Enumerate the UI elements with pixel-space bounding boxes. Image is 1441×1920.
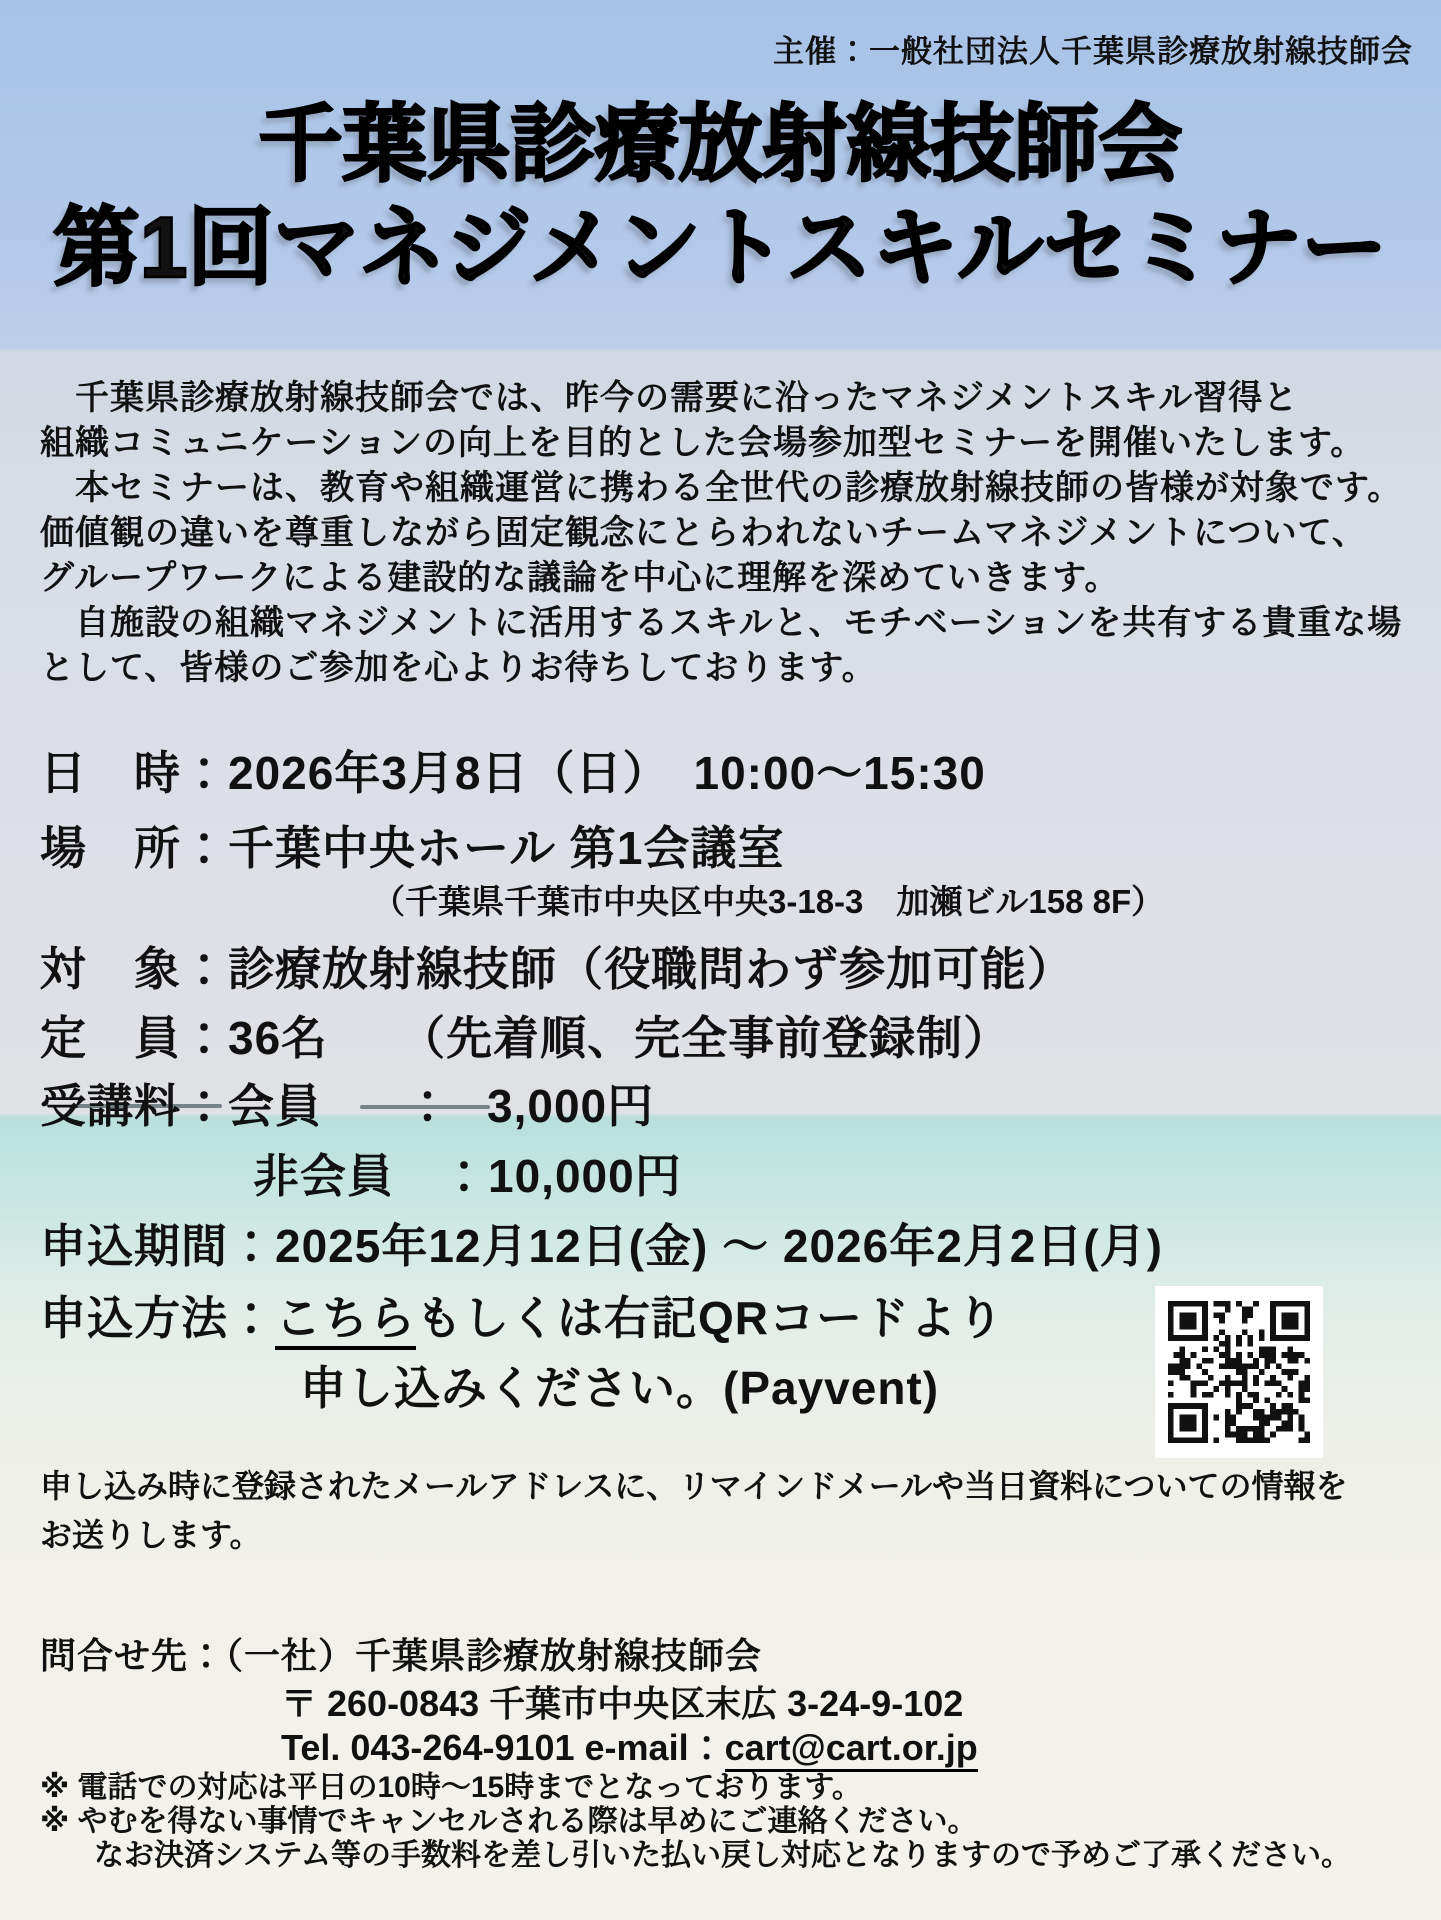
intro-line: 本セミナーは、教育や組織運営に携わる全世代の診療放射線技師の皆様が対象です。 <box>40 469 1403 507</box>
contact-address: 〒 260-0843 千葉市中央区末広 3-24-9-102 <box>281 1683 964 1724</box>
detail-period-value: 2025年12月12日(金) ～ 2026年2月2日(月) <box>275 1220 1163 1272</box>
title-line-2: 第1回マネジメントスキルセミナー <box>53 200 1388 296</box>
detail-fee-member <box>40 1070 654 1136</box>
detail-venue-value: 千葉中央ホール 第1会議室 <box>228 822 785 874</box>
title-line-1: 千葉県診療放射線技師会 <box>258 97 1183 191</box>
intro-line: 自施設の組織マネジメントに活用するスキルと、モチベーションを共有する貴重な場 <box>40 604 1403 642</box>
detail-venue-address: （千葉県千葉市中央区中央3-18-3 加瀬ビル158 8F） <box>372 883 1165 920</box>
detail-fee-member-value: 会員 ： 3,000円 <box>228 1080 655 1132</box>
detail-method-label: 申込方法： <box>40 1292 275 1344</box>
detail-datetime-label: 日 時： <box>40 747 228 799</box>
intro-line: 価値観の違いを尊重しながら固定観念にとらわれないチームマネジメントについて、 <box>40 514 1367 552</box>
mail-note-line1: 申し込み時に登録されたメールアドレスに、リマインドメールや当日資料についての情報を <box>40 1468 1348 1504</box>
detail-fee-label: 受講料： <box>40 1080 228 1132</box>
page-title <box>0 96 1441 296</box>
detail-method-line2: 申し込みください。(Payvent) <box>300 1362 940 1414</box>
contact-line1: 問合せ先：（一社）千葉県診療放射線技師会 <box>40 1635 763 1676</box>
mail-note <box>40 1462 1348 1560</box>
detail-period <box>40 1210 1163 1276</box>
detail-method <box>40 1282 1004 1348</box>
intro-line: 千葉県診療放射線技師会では、昨今の需要に沿ったマネジメントスキル習得と <box>40 379 1299 417</box>
intro-line: 組織コミュニケーションの向上を目的とした会場参加型セミナーを開催いたします。 <box>40 424 1366 462</box>
detail-target <box>40 933 1074 999</box>
detail-target-value: 診療放射線技師（役職問わず参加可能） <box>228 943 1074 995</box>
organizer-line: 主催：一般社団法人千葉県診療放射線技師会 <box>773 34 1413 69</box>
contact-tel-prefix: Tel. 043-264-9101 e-mail： <box>281 1727 725 1768</box>
qr-code-svg <box>1168 1299 1310 1445</box>
qr-code-icon <box>1155 1286 1323 1458</box>
mail-note-line2: お送りします。 <box>40 1517 262 1553</box>
intro-paragraph <box>40 376 1410 691</box>
detail-fee-nonmember: 非会員 ：10,000円 <box>253 1150 682 1202</box>
footnote-cancel: ※ やむを得ない事情でキャンセルされる際は早めにご連絡ください。 <box>40 1805 978 1838</box>
footnote-phone-hours: ※ 電話での対応は平日の10時～15時までとなっております。 <box>40 1771 862 1804</box>
intro-line: として、皆様のご参加を心よりお待ちしております。 <box>40 649 877 687</box>
detail-venue <box>40 812 784 878</box>
detail-venue-label: 場 所： <box>40 822 228 874</box>
detail-capacity-label: 定 員： <box>40 1012 228 1064</box>
detail-period-label: 申込期間： <box>40 1220 275 1272</box>
detail-capacity <box>40 1002 1010 1068</box>
footnote-refund: なお決済システム等の手数料を差し引いた払い戻し対応となりますので予めご了承ください。 <box>94 1839 1351 1872</box>
detail-target-label: 対 象： <box>40 943 228 995</box>
detail-datetime-value: 2026年3月8日（日） 10:00～15:30 <box>228 747 986 799</box>
apply-here-link[interactable]: こちら <box>275 1292 416 1350</box>
contact-email-link[interactable]: cart@cart.or.jp <box>725 1727 978 1772</box>
detail-method-rest: もしくは右記QRコードより <box>416 1292 1004 1344</box>
detail-datetime <box>40 737 986 803</box>
detail-capacity-value: 36名 （先着順、完全事前登録制） <box>228 1012 1011 1064</box>
intro-line: グループワークによる建設的な議論を中心に理解を深めていきます。 <box>40 559 1120 597</box>
